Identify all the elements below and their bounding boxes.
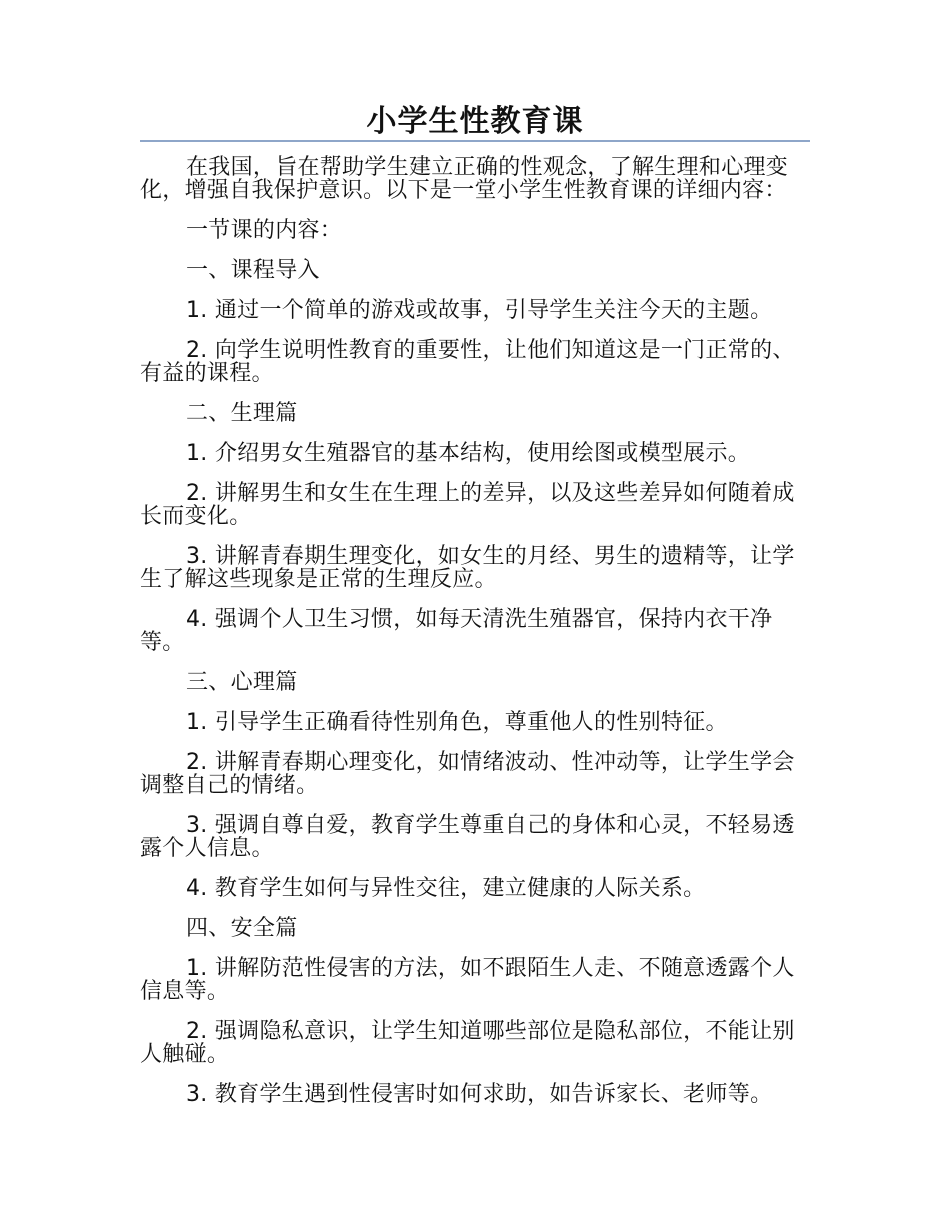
section-heading-course-intro: 一、课程导入 — [186, 258, 320, 283]
list-item: 1. 通过一个简单的游戏或故事，引导学生关注今天的主题。 — [186, 298, 773, 323]
section-intro-label: 一节课的内容： — [186, 218, 343, 243]
list-item: 1. 引导学生正确看待性别角色，尊重他人的性别特征。 — [186, 710, 728, 735]
list-item: 2. 讲解男生和女生在生理上的差异，以及这些差异如何随着成长而变化。 — [140, 481, 795, 529]
list-item: 1. 介绍男女生殖器官的基本结构，使用绘图或模型展示。 — [186, 441, 751, 466]
list-item: 2. 向学生说明性教育的重要性，让他们知道这是一门正常的、有益的课程。 — [140, 338, 795, 386]
list-item: 3. 讲解青春期生理变化，如女生的月经、男生的遗精等，让学生了解这些现象是正常的生理反应。 — [140, 544, 795, 592]
list-item: 4. 强调个人卫生习惯，如每天清洗生殖器官，保持内衣干净等。 — [140, 607, 773, 655]
title-underline — [140, 140, 810, 142]
list-item: 2. 强调隐私意识，让学生知道哪些部位是隐私部位，不能让别人触碰。 — [140, 1019, 795, 1067]
section-heading-safety: 四、安全篇 — [186, 916, 298, 941]
list-item: 3. 强调自尊自爱，教育学生尊重自己的身体和心灵，不轻易透露个人信息。 — [140, 813, 795, 861]
list-item: 1. 讲解防范性侵害的方法，如不跟陌生人走、不随意透露个人信息等。 — [140, 956, 795, 1004]
section-heading-psychology: 三、心理篇 — [186, 670, 298, 695]
intro-paragraph: 在我国，旨在帮助学生建立正确的性观念，了解生理和心理变化，增强自我保护意识。以下是一堂小学生性教育课的详细内容： — [140, 155, 789, 203]
section-heading-physiology: 二、生理篇 — [186, 401, 298, 426]
list-item: 2. 讲解青春期心理变化，如情绪波动、性冲动等，让学生学会调整自己的情绪。 — [140, 750, 795, 798]
document-body — [140, 156, 810, 1123]
document-title: 小学生性教育课 — [366, 104, 584, 139]
list-item: 4. 教育学生如何与异性交往，建立健康的人际关系。 — [186, 876, 706, 901]
list-item: 3. 教育学生遇到性侵害时如何求助，如告诉家长、老师等。 — [186, 1082, 773, 1107]
